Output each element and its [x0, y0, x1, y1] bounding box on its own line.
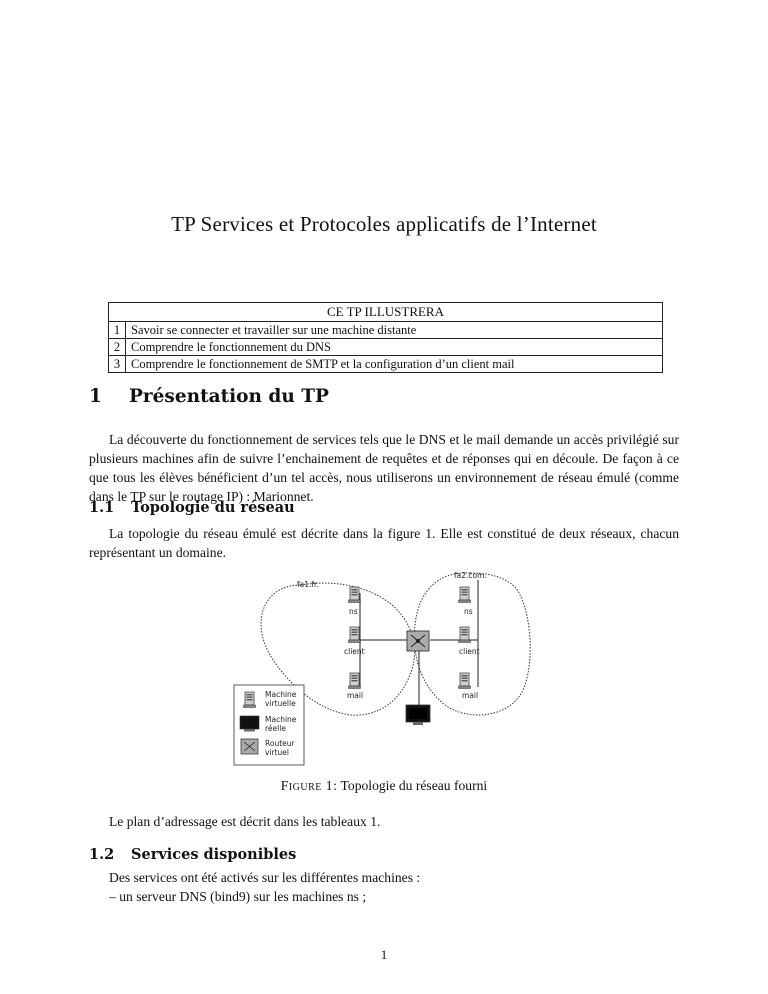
- section-number: 1.1: [89, 499, 115, 516]
- node-label-right-mail: mail: [462, 691, 479, 700]
- node-label-right-ns: ns: [464, 607, 473, 616]
- row-text: Comprendre le fonctionnement du DNS: [126, 339, 663, 356]
- table-header: CE TP ILLUSTRERA: [109, 303, 663, 322]
- caption-text: Topologie du réseau fourni: [340, 778, 488, 793]
- virtual-router-icon: [241, 739, 258, 754]
- legend-label: Machine: [265, 690, 297, 699]
- virtual-router-icon: [407, 631, 429, 651]
- virtual-machine-icon: [459, 587, 471, 603]
- section-1-heading: [89, 386, 329, 407]
- legend-label: Routeur: [265, 739, 295, 748]
- node-label-left-ns: ns: [349, 607, 358, 616]
- virtual-machine-icon: [349, 587, 362, 603]
- table-header-row: [109, 303, 663, 322]
- domain-left-label: fa1.fr.: [297, 580, 319, 589]
- section-1-paragraph: La découverte du fonctionnement de services tels que le DNS et le mail demande un accès privilégié sur plusieurs machines afin de suivre l’enchainement de requêtes et de réponses qui en découle. De façon à ce que tous les élèves bénéficient d’un tel accès, nous utiliserons un environnement de réseau émulé (comme dans le TP sur le routage IP) : Marionnet.: [89, 432, 679, 504]
- section-title: Services disponibles: [131, 846, 297, 863]
- row-text: Savoir se connecter et travailler sur une machine distante: [126, 322, 663, 339]
- section-1-2-heading: [89, 846, 296, 863]
- figure-caption: [0, 778, 768, 794]
- section-title: Topologie du réseau: [131, 499, 295, 516]
- row-text: Comprendre le fonctionnement de SMTP et la configuration d’un client mail: [126, 356, 663, 373]
- network-topology-figure: [230, 565, 540, 770]
- objectives-table: [108, 302, 663, 373]
- table-row: [109, 356, 663, 373]
- table-row: [109, 339, 663, 356]
- section-title: Présentation du TP: [129, 386, 329, 407]
- node-label-right-client: client: [459, 647, 480, 656]
- real-machine-icon: [240, 716, 259, 732]
- virtual-machine-icon: [459, 673, 471, 689]
- services-intro: Des services ont été activés sur les différentes machines :: [109, 870, 421, 885]
- node-label-left-mail: mail: [347, 691, 364, 700]
- row-number: 3: [109, 356, 126, 373]
- virtual-machine-icon: [244, 692, 256, 708]
- legend-label: virtuelle: [265, 699, 296, 708]
- section-number: 1.2: [89, 846, 115, 863]
- table-row: [109, 322, 663, 339]
- virtual-machine-icon: [349, 673, 361, 689]
- row-number: 1: [109, 322, 126, 339]
- legend-label: Machine: [265, 715, 297, 724]
- addressing-paragraph: Le plan d’adressage est décrit dans les tableaux 1.: [109, 814, 381, 829]
- page-number: 1: [380, 947, 388, 962]
- row-number: 2: [109, 339, 126, 356]
- services-bullet: – un serveur DNS (bind9) sur les machines ns ;: [109, 889, 367, 904]
- document-title: TP Services et Protocoles applicatifs de l’Internet: [171, 212, 597, 236]
- node-label-left-client: client: [344, 647, 365, 656]
- virtual-machine-icon: [459, 627, 471, 643]
- real-machine-icon: [406, 705, 430, 725]
- legend-label: réelle: [265, 724, 286, 733]
- section-1-1-paragraph: La topologie du réseau émulé est décrite dans la figure 1. Elle est constitué de deux réseaux, chacun représentant un domaine.: [89, 526, 679, 560]
- section-number: 1: [89, 386, 102, 407]
- caption-label: Figure 1:: [280, 778, 338, 793]
- domain-right-label: fa2.com.: [454, 571, 487, 580]
- virtual-machine-icon: [349, 627, 361, 643]
- section-1-1-heading: [89, 499, 295, 516]
- legend-label: virtuel: [265, 748, 289, 757]
